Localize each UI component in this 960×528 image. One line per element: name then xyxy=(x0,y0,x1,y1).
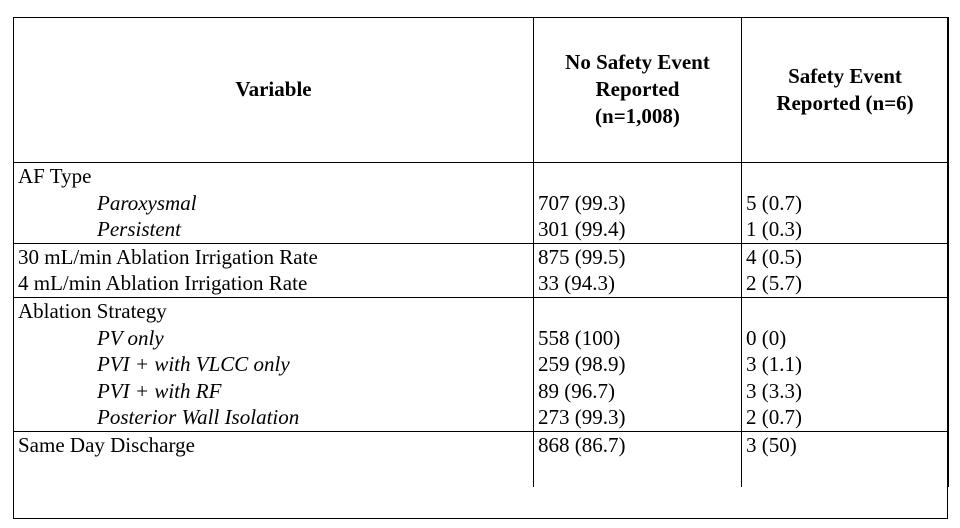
group-title: AF Type xyxy=(18,164,92,188)
event-value: 3 (3.3) xyxy=(746,378,802,403)
event-cell xyxy=(742,163,949,244)
row-label: Persistent xyxy=(97,217,181,242)
event-value: 4 (0.5) xyxy=(746,244,802,269)
no-event-value: 301 (99.4) xyxy=(538,217,626,242)
no-event-value: 558 (100) xyxy=(538,325,621,350)
group-af-type xyxy=(14,163,949,244)
row-label: Posterior Wall Isolation xyxy=(97,405,300,430)
event-value: 2 (5.7) xyxy=(746,271,802,296)
header-no-event-line-3: (n=1,008) xyxy=(595,104,680,128)
safety-events-table xyxy=(13,17,949,487)
no-event-cell xyxy=(534,163,742,244)
variable-cell xyxy=(14,243,534,297)
no-event-value: 259 (98.9) xyxy=(538,352,626,377)
event-value: 0 (0) xyxy=(746,325,787,350)
event-value: 5 (0.7) xyxy=(746,190,802,215)
event-cell xyxy=(742,297,949,431)
event-value: 3 (50) xyxy=(746,432,797,457)
row-label: 4 mL/min Ablation Irrigation Rate xyxy=(18,271,308,296)
header-no-event-line-2: Reported xyxy=(595,77,680,101)
no-event-cell xyxy=(534,297,742,431)
no-event-value: 273 (99.3) xyxy=(538,405,626,430)
event-value: 2 (0.7) xyxy=(746,405,802,430)
variable-cell xyxy=(14,163,534,244)
row-label: PVI + with RF xyxy=(97,378,222,403)
row-label: 30 mL/min Ablation Irrigation Rate xyxy=(18,244,318,269)
no-event-value: 89 (96.7) xyxy=(538,378,615,403)
no-event-value: 875 (99.5) xyxy=(538,244,626,269)
header-safety-event xyxy=(742,17,949,163)
table-header-row xyxy=(14,17,949,163)
header-event-line-2: Reported (n=6) xyxy=(776,90,914,115)
header-variable-text: Variable xyxy=(235,77,312,101)
event-value: 3 (1.1) xyxy=(746,352,802,377)
no-event-value: 707 (99.3) xyxy=(538,190,626,215)
row-label: PVI + with VLCC only xyxy=(97,352,290,377)
group-same-day-discharge xyxy=(14,431,949,487)
header-no-event-line-1: No Safety Event xyxy=(565,50,710,74)
group-title: Ablation Strategy xyxy=(18,298,167,323)
header-event-line-1: Safety Event xyxy=(788,63,902,88)
variable-cell xyxy=(14,431,534,487)
header-variable xyxy=(14,17,534,163)
no-event-value: 33 (94.3) xyxy=(538,271,615,296)
no-event-value: 868 (86.7) xyxy=(538,432,626,457)
event-cell xyxy=(742,431,949,487)
no-event-cell xyxy=(534,431,742,487)
event-cell xyxy=(742,243,949,297)
no-event-cell xyxy=(534,243,742,297)
row-label: PV only xyxy=(97,325,164,350)
header-no-safety-event xyxy=(534,17,742,163)
row-label: Same Day Discharge xyxy=(18,432,195,457)
variable-cell xyxy=(14,297,534,431)
group-ablation-strategy xyxy=(14,297,949,431)
event-value: 1 (0.3) xyxy=(746,217,802,242)
group-irrigation-rate xyxy=(14,243,949,297)
row-label: Paroxysmal xyxy=(97,190,197,215)
